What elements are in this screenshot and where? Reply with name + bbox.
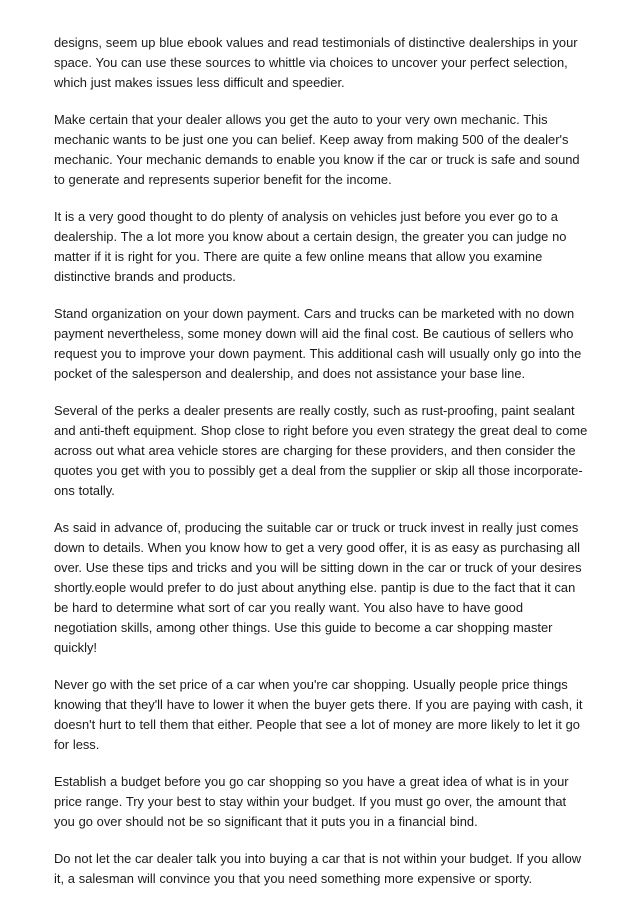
paragraph-7: Never go with the set price of a car when you're car shopping. Usually people price things knowing that they'll have to lower it when the buyer gets there. If you are paying with cash, it doesn't hurt to tell them that either. People that see a lot of money are more likely to let it go for less. — [54, 677, 583, 752]
paragraph-5: Several of the perks a dealer presents are really costly, such as rust-proofing, paint sealant and anti-theft equipment. Shop close to right before you even strategy the great deal to come across out what area vehicle stores are charging for these providers, and then consider the quotes you get with you to possibly get a deal from the supplier or skip all those incorporate-ons totally. — [54, 403, 588, 498]
paragraph-6: As said in advance of, producing the suitable car or truck or truck invest in really just comes down to details. When you know how to get a very good offer, it is as easy as purchasing all over. Use these tips and tricks and you will be sitting down in the car or truck of your desires shortly.eople would prefer to do just about anything else. pantip is due to the fact that it can be hard to determine what sort of car you really want. You also have to have good negotiation skills, among other things. Use this guide to become a car shopping master quickly! — [54, 520, 582, 655]
paragraph-1: designs, seem up blue ebook values and read testimonials of distinctive dealerships in your space. You can use these sources to whittle via choices to uncover your perfect selection, which just makes issues less difficult and speedier. — [54, 35, 578, 90]
paragraph-2: Make certain that your dealer allows you get the auto to your very own mechanic. This mechanic wants to be just one you can belief. Keep away from making 500 of the dealer's mechanic. Your mechanic demands to enable you know if the car or truck is safe and sound to generate and represents superior benefit for the income. — [54, 112, 580, 187]
paragraph-4: Stand organization on your down payment. Cars and trucks can be marketed with no down payment nevertheless, some money down will aid the final cost. Be cautious of sellers who request you to improve your down payment. This additional cash will usually only go into the pocket of the salesperson and dealership, and does not assistance your base line. — [54, 306, 582, 381]
paragraph-9: Do not let the car dealer talk you into buying a car that is not within your budget. If you allow it, a salesman will convince you that you need something more expensive or sporty. — [54, 851, 582, 886]
paragraph-3: It is a very good thought to do plenty of analysis on vehicles just before you ever go to a dealership. The a lot more you know about a certain design, the greater you can judge no matter if it is right for you. There are quite a few online means that allow you examine distinctive brands and products. — [54, 209, 567, 284]
paragraph-8: Establish a budget before you go car shopping so you have a great idea of what is in your price range. Try your best to stay within your budget. If you must go over, the amount that you go over should not be so significant that it puts you in a financial bind. — [54, 774, 569, 829]
document-page — [54, 33, 588, 889]
